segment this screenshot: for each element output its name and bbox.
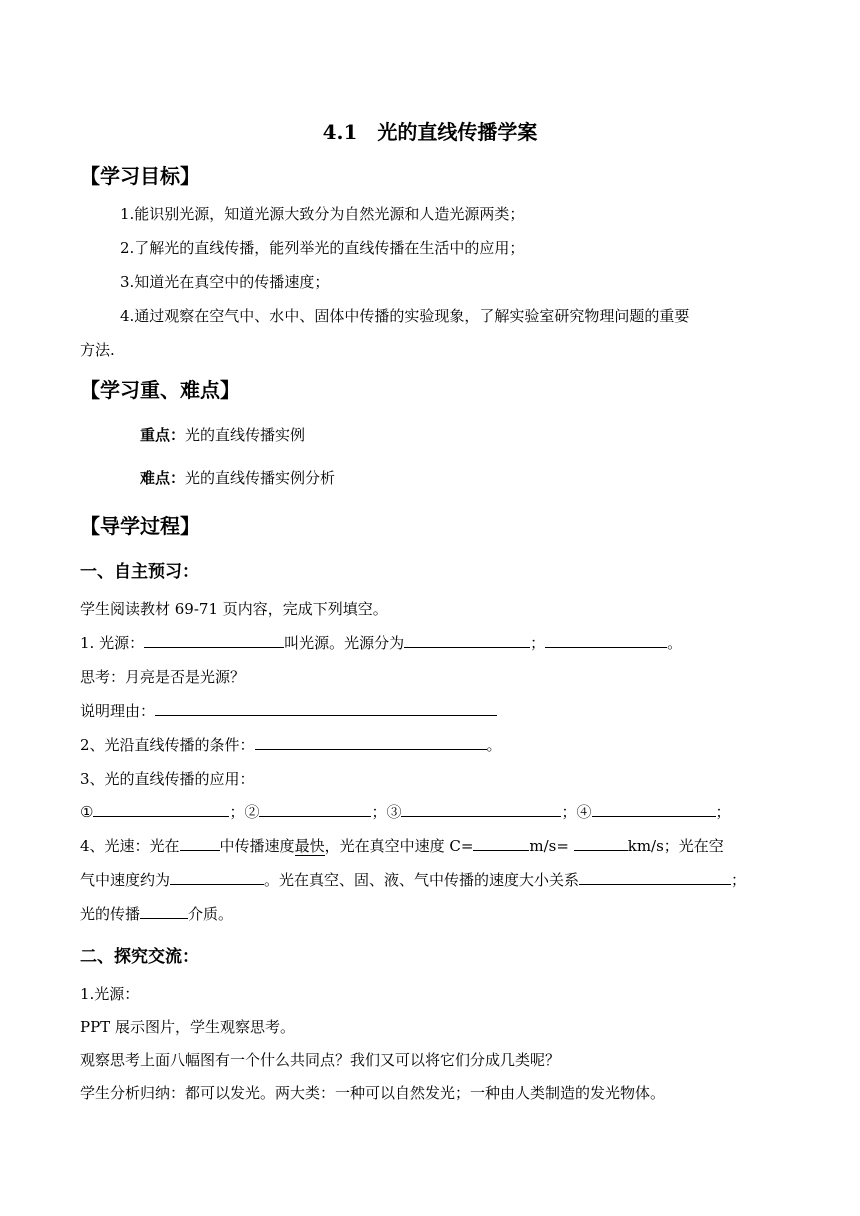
key-point xyxy=(140,424,305,445)
blank-app-1[interactable] xyxy=(93,801,229,817)
key-label: 重点： xyxy=(140,426,186,444)
think-question: 思考：月亮是否是光源？ xyxy=(80,668,246,686)
app-1-label: ① xyxy=(80,803,94,821)
q4-text-5: 。光在真空、固、液、气中传播的速度大小关系 xyxy=(264,871,580,889)
explore-item-2: PPT 展示图片，学生观察思考。 xyxy=(80,1018,295,1036)
blank-air-speed[interactable] xyxy=(170,869,264,885)
q4-sep: ； xyxy=(731,871,747,889)
blank-medium[interactable] xyxy=(180,835,220,851)
question-4-line-1 xyxy=(80,835,724,856)
q1-label: 1. 光源： xyxy=(80,634,145,652)
blank-condition[interactable] xyxy=(255,734,487,750)
q2-end: 。 xyxy=(486,736,502,754)
question-3: 3、光的直线传播的应用： xyxy=(80,770,255,788)
explore-item-1: 1.光源： xyxy=(80,985,140,1003)
q4-text-4: 气中速度约为 xyxy=(80,871,171,889)
q2-label: 2、光沿直线传播的条件： xyxy=(80,736,255,754)
key-heading: 【学习重、难点】 xyxy=(80,378,240,402)
blank-speed-ms[interactable] xyxy=(473,835,529,851)
reading-instruction: 学生阅读教材 69-71 页内容，完成下列填空。 xyxy=(80,600,388,618)
blank-light-source-def[interactable] xyxy=(144,632,284,648)
q4-text-1: 中传播速度 xyxy=(219,837,295,855)
q4-text-2: ，光在真空中速度 C= xyxy=(324,837,474,855)
goal-item-1: 1.能识别光源，知道光源大致分为自然光源和人造光源两类； xyxy=(120,205,525,223)
question-4-line-2 xyxy=(80,869,746,890)
subsection-preview: 一、自主预习： xyxy=(80,562,199,582)
blank-source-type-1[interactable] xyxy=(404,632,530,648)
blank-reason[interactable] xyxy=(155,700,497,716)
applications-line xyxy=(80,801,731,822)
hard-text: 光的直线传播实例分析 xyxy=(185,469,336,487)
blank-speed-relation[interactable] xyxy=(579,869,731,885)
q1-end: 。 xyxy=(667,634,683,652)
goal-item-4: 4.通过观察在空气中、水中、固体中传播的实验现象，了解实验室研究物理问题的重要 xyxy=(120,307,690,325)
explore-item-3: 观察思考上面八幅图有一个什么共同点？我们又可以将它们分成几类呢？ xyxy=(80,1051,561,1069)
hard-point xyxy=(140,467,335,488)
app-3-label: ；③ xyxy=(371,803,402,821)
q4-text-3: km/s；光在空 xyxy=(627,837,724,855)
process-heading: 【导学过程】 xyxy=(80,514,200,538)
document-title: 4.1 光的直线传播学案 xyxy=(322,120,538,144)
app-2-label: ；② xyxy=(229,803,260,821)
blank-app-4[interactable] xyxy=(592,801,716,817)
q4-label: 4、光速：光在 xyxy=(80,837,180,855)
q4-text-7: 介质。 xyxy=(188,905,234,923)
blank-app-3[interactable] xyxy=(401,801,561,817)
goal-item-3: 3.知道光在真空中的传播速度； xyxy=(120,273,330,291)
q4-fastest: 最快 xyxy=(294,837,325,855)
key-text: 光的直线传播实例 xyxy=(185,426,306,444)
reason-line xyxy=(80,700,497,721)
blank-speed-kms[interactable] xyxy=(574,835,628,851)
question-2 xyxy=(80,734,502,755)
goals-heading: 【学习目标】 xyxy=(80,164,200,188)
reason-label: 说明理由： xyxy=(80,702,156,720)
goal-item-2: 2.了解光的直线传播，能列举光的直线传播在生活中的应用； xyxy=(120,239,525,257)
q4-text-6: 光的传播 xyxy=(80,905,141,923)
q1-sep: ； xyxy=(530,634,546,652)
blank-source-type-2[interactable] xyxy=(545,632,667,648)
app-4-label: ；④ xyxy=(561,803,592,821)
blank-medium-need[interactable] xyxy=(140,903,188,919)
q4-unit-ms: m/s= xyxy=(529,837,569,855)
blank-app-2[interactable] xyxy=(259,801,371,817)
app-end: ； xyxy=(715,803,731,821)
explore-item-4: 学生分析归纳：都可以发光。两大类：一种可以自然发光；一种由人类制造的发光物体。 xyxy=(80,1084,666,1102)
question-4-line-3 xyxy=(80,903,233,924)
q1-text: 叫光源。光源分为 xyxy=(284,634,405,652)
goal-item-4-cont: 方法. xyxy=(80,341,115,359)
question-1 xyxy=(80,632,682,653)
subsection-explore: 二、探究交流： xyxy=(80,947,199,967)
hard-label: 难点： xyxy=(140,469,186,487)
